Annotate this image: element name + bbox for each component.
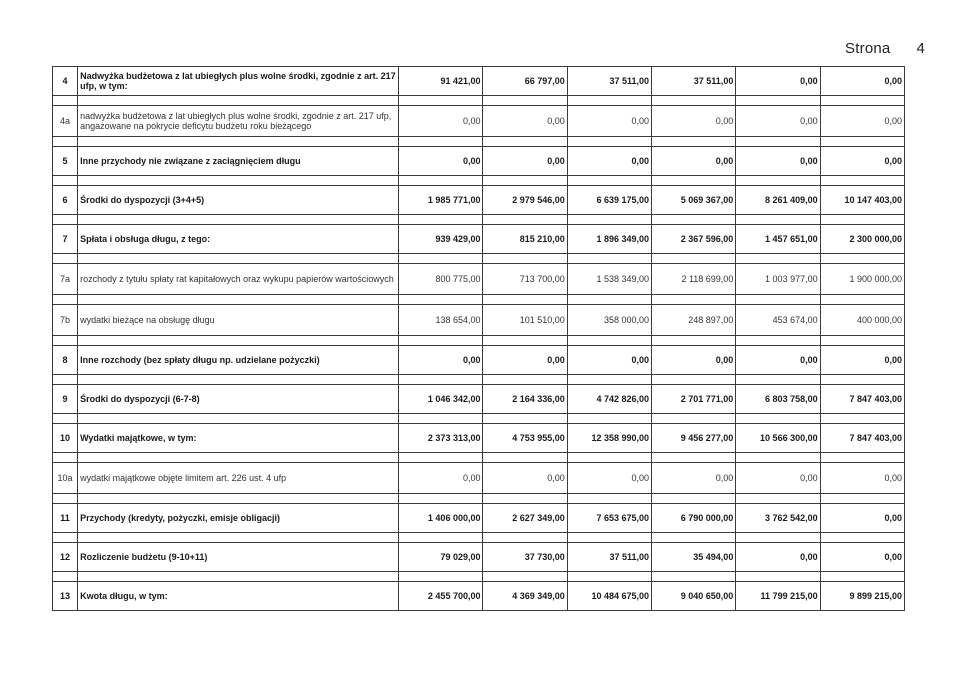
- value-cell: 1 003 977,00: [736, 264, 820, 295]
- spacer-cell: [820, 494, 904, 504]
- budget-table: [52, 66, 905, 611]
- budget-table-body: [53, 67, 905, 611]
- table-row: [53, 463, 905, 494]
- value-cell: 0,00: [820, 106, 904, 137]
- spacer-cell: [567, 96, 651, 106]
- value-cell: 2 979 546,00: [483, 186, 567, 215]
- value-cell: 800 775,00: [399, 264, 483, 295]
- spacer-cell: [399, 96, 483, 106]
- spacer-cell: [53, 453, 78, 463]
- row-label-cell: Kwota długu, w tym:: [78, 582, 399, 611]
- spacer-cell: [78, 453, 399, 463]
- spacer-cell: [567, 137, 651, 147]
- spacer-cell: [53, 137, 78, 147]
- spacer-cell: [652, 96, 736, 106]
- value-cell: 1 046 342,00: [399, 385, 483, 414]
- page-label: Strona: [845, 40, 891, 57]
- spacer-cell: [483, 215, 567, 225]
- row-spacer: [53, 137, 905, 147]
- value-cell: 0,00: [567, 346, 651, 375]
- spacer-cell: [483, 375, 567, 385]
- spacer-cell: [483, 176, 567, 186]
- spacer-cell: [78, 494, 399, 504]
- value-cell: 0,00: [399, 463, 483, 494]
- row-spacer: [53, 414, 905, 424]
- spacer-cell: [820, 295, 904, 305]
- spacer-cell: [483, 494, 567, 504]
- value-cell: 9 456 277,00: [652, 424, 736, 453]
- spacer-cell: [483, 96, 567, 106]
- value-cell: 939 429,00: [399, 225, 483, 254]
- value-cell: 1 538 349,00: [567, 264, 651, 295]
- spacer-cell: [567, 295, 651, 305]
- spacer-cell: [53, 494, 78, 504]
- row-label-cell: Wydatki majątkowe, w tym:: [78, 424, 399, 453]
- table-row: [53, 385, 905, 414]
- value-cell: 0,00: [736, 106, 820, 137]
- row-number-cell: 6: [53, 186, 78, 215]
- row-label-cell: Środki do dyspozycji (6-7-8): [78, 385, 399, 414]
- spacer-cell: [483, 414, 567, 424]
- value-cell: 9 899 215,00: [820, 582, 904, 611]
- value-cell: 8 261 409,00: [736, 186, 820, 215]
- table-row: [53, 225, 905, 254]
- row-spacer: [53, 375, 905, 385]
- value-cell: 0,00: [567, 463, 651, 494]
- value-cell: 1 406 000,00: [399, 504, 483, 533]
- row-label-cell: Przychody (kredyty, pożyczki, emisje obligacji): [78, 504, 399, 533]
- spacer-cell: [820, 453, 904, 463]
- value-cell: 0,00: [483, 147, 567, 176]
- value-cell: 0,00: [399, 147, 483, 176]
- spacer-cell: [399, 295, 483, 305]
- row-label-cell: Inne rozchody (bez spłaty długu np. udzielane pożyczki): [78, 346, 399, 375]
- spacer-cell: [652, 137, 736, 147]
- value-cell: 713 700,00: [483, 264, 567, 295]
- value-cell: 0,00: [652, 463, 736, 494]
- spacer-cell: [820, 414, 904, 424]
- value-cell: 358 000,00: [567, 305, 651, 336]
- spacer-cell: [78, 533, 399, 543]
- spacer-cell: [78, 295, 399, 305]
- spacer-cell: [399, 414, 483, 424]
- spacer-cell: [652, 453, 736, 463]
- spacer-cell: [652, 414, 736, 424]
- value-cell: 37 511,00: [652, 67, 736, 96]
- value-cell: 6 803 758,00: [736, 385, 820, 414]
- value-cell: 4 369 349,00: [483, 582, 567, 611]
- row-number-cell: 7a: [53, 264, 78, 295]
- spacer-cell: [736, 336, 820, 346]
- spacer-cell: [399, 375, 483, 385]
- row-label-cell: Środki do dyspozycji (3+4+5): [78, 186, 399, 215]
- value-cell: 0,00: [820, 463, 904, 494]
- spacer-cell: [567, 533, 651, 543]
- row-spacer: [53, 533, 905, 543]
- spacer-cell: [736, 572, 820, 582]
- spacer-cell: [483, 295, 567, 305]
- value-cell: 0,00: [483, 463, 567, 494]
- row-number-cell: 7b: [53, 305, 78, 336]
- value-cell: 0,00: [820, 543, 904, 572]
- spacer-cell: [652, 572, 736, 582]
- spacer-cell: [399, 336, 483, 346]
- spacer-cell: [53, 336, 78, 346]
- page-header: [845, 40, 925, 57]
- table-row: [53, 264, 905, 295]
- value-cell: 4 742 826,00: [567, 385, 651, 414]
- value-cell: 10 484 675,00: [567, 582, 651, 611]
- spacer-cell: [652, 295, 736, 305]
- spacer-cell: [78, 336, 399, 346]
- value-cell: 0,00: [652, 147, 736, 176]
- value-cell: 248 897,00: [652, 305, 736, 336]
- value-cell: 79 029,00: [399, 543, 483, 572]
- spacer-cell: [53, 254, 78, 264]
- spacer-cell: [652, 176, 736, 186]
- spacer-cell: [652, 494, 736, 504]
- value-cell: 2 367 596,00: [652, 225, 736, 254]
- spacer-cell: [483, 533, 567, 543]
- value-cell: 2 164 336,00: [483, 385, 567, 414]
- table-row: [53, 543, 905, 572]
- value-cell: 37 511,00: [567, 67, 651, 96]
- value-cell: 0,00: [652, 106, 736, 137]
- spacer-cell: [820, 533, 904, 543]
- row-number-cell: 12: [53, 543, 78, 572]
- value-cell: 453 674,00: [736, 305, 820, 336]
- spacer-cell: [652, 375, 736, 385]
- row-spacer: [53, 254, 905, 264]
- spacer-cell: [78, 414, 399, 424]
- spacer-cell: [399, 533, 483, 543]
- spacer-cell: [53, 572, 78, 582]
- spacer-cell: [483, 254, 567, 264]
- spacer-cell: [652, 336, 736, 346]
- spacer-cell: [78, 215, 399, 225]
- spacer-cell: [399, 254, 483, 264]
- value-cell: 0,00: [483, 346, 567, 375]
- table-row: [53, 504, 905, 533]
- value-cell: 2 118 699,00: [652, 264, 736, 295]
- spacer-cell: [567, 494, 651, 504]
- spacer-cell: [567, 336, 651, 346]
- spacer-cell: [567, 176, 651, 186]
- spacer-cell: [820, 254, 904, 264]
- spacer-cell: [820, 176, 904, 186]
- spacer-cell: [53, 96, 78, 106]
- row-spacer: [53, 494, 905, 504]
- value-cell: 4 753 955,00: [483, 424, 567, 453]
- spacer-cell: [736, 494, 820, 504]
- row-spacer: [53, 215, 905, 225]
- value-cell: 400 000,00: [820, 305, 904, 336]
- value-cell: 3 762 542,00: [736, 504, 820, 533]
- spacer-cell: [567, 215, 651, 225]
- row-number-cell: 9: [53, 385, 78, 414]
- value-cell: 7 847 403,00: [820, 385, 904, 414]
- spacer-cell: [78, 96, 399, 106]
- value-cell: 12 358 990,00: [567, 424, 651, 453]
- spacer-cell: [399, 494, 483, 504]
- row-spacer: [53, 176, 905, 186]
- spacer-cell: [483, 336, 567, 346]
- spacer-cell: [820, 137, 904, 147]
- row-spacer: [53, 336, 905, 346]
- table-row: [53, 582, 905, 611]
- value-cell: 2 701 771,00: [652, 385, 736, 414]
- table-row: [53, 305, 905, 336]
- row-number-cell: 10a: [53, 463, 78, 494]
- value-cell: 9 040 650,00: [652, 582, 736, 611]
- spacer-cell: [483, 572, 567, 582]
- row-number-cell: 4: [53, 67, 78, 96]
- spacer-cell: [78, 176, 399, 186]
- value-cell: 0,00: [483, 106, 567, 137]
- value-cell: 1 985 771,00: [399, 186, 483, 215]
- row-spacer: [53, 453, 905, 463]
- spacer-cell: [820, 336, 904, 346]
- spacer-cell: [399, 176, 483, 186]
- value-cell: 0,00: [736, 463, 820, 494]
- spacer-cell: [736, 533, 820, 543]
- value-cell: 6 790 000,00: [652, 504, 736, 533]
- row-spacer: [53, 572, 905, 582]
- spacer-cell: [820, 96, 904, 106]
- table-row: [53, 147, 905, 176]
- value-cell: 35 494,00: [652, 543, 736, 572]
- row-spacer: [53, 295, 905, 305]
- spacer-cell: [820, 375, 904, 385]
- spacer-cell: [53, 533, 78, 543]
- spacer-cell: [53, 176, 78, 186]
- spacer-cell: [567, 572, 651, 582]
- value-cell: 0,00: [736, 67, 820, 96]
- row-label-cell: Rozliczenie budżetu (9-10+11): [78, 543, 399, 572]
- table-row: [53, 424, 905, 453]
- spacer-cell: [736, 453, 820, 463]
- row-spacer: [53, 96, 905, 106]
- value-cell: 0,00: [652, 346, 736, 375]
- value-cell: 7 847 403,00: [820, 424, 904, 453]
- spacer-cell: [567, 453, 651, 463]
- row-number-cell: 10: [53, 424, 78, 453]
- value-cell: 0,00: [820, 504, 904, 533]
- value-cell: 0,00: [736, 147, 820, 176]
- table-row: [53, 106, 905, 137]
- row-label-cell: Nadwyżka budżetowa z lat ubiegłych plus wolne środki, zgodnie z art. 217 ufp, w tym:: [78, 67, 399, 96]
- value-cell: 2 300 000,00: [820, 225, 904, 254]
- value-cell: 0,00: [736, 346, 820, 375]
- row-label-cell: Inne przychody nie związane z zaciągnięciem długu: [78, 147, 399, 176]
- value-cell: 0,00: [736, 543, 820, 572]
- spacer-cell: [483, 137, 567, 147]
- row-number-cell: 13: [53, 582, 78, 611]
- spacer-cell: [399, 137, 483, 147]
- table-row: [53, 186, 905, 215]
- value-cell: 0,00: [399, 346, 483, 375]
- spacer-cell: [820, 215, 904, 225]
- spacer-cell: [820, 572, 904, 582]
- row-number-cell: 11: [53, 504, 78, 533]
- row-number-cell: 8: [53, 346, 78, 375]
- spacer-cell: [736, 96, 820, 106]
- value-cell: 37 511,00: [567, 543, 651, 572]
- value-cell: 7 653 675,00: [567, 504, 651, 533]
- spacer-cell: [78, 254, 399, 264]
- row-number-cell: 7: [53, 225, 78, 254]
- value-cell: 0,00: [567, 106, 651, 137]
- row-label-cell: rozchody z tytułu spłaty rat kapitałowych oraz wykupu papierów wartościowych: [78, 264, 399, 295]
- row-label-cell: wydatki majątkowe objęte limitem art. 226 ust. 4 ufp: [78, 463, 399, 494]
- spacer-cell: [736, 414, 820, 424]
- spacer-cell: [736, 295, 820, 305]
- value-cell: 2 627 349,00: [483, 504, 567, 533]
- spacer-cell: [483, 453, 567, 463]
- value-cell: 0,00: [820, 346, 904, 375]
- spacer-cell: [736, 215, 820, 225]
- value-cell: 10 147 403,00: [820, 186, 904, 215]
- table-row: [53, 346, 905, 375]
- spacer-cell: [736, 176, 820, 186]
- spacer-cell: [736, 137, 820, 147]
- spacer-cell: [78, 572, 399, 582]
- spacer-cell: [399, 453, 483, 463]
- spacer-cell: [652, 215, 736, 225]
- table-row: [53, 67, 905, 96]
- spacer-cell: [53, 414, 78, 424]
- spacer-cell: [736, 254, 820, 264]
- value-cell: 0,00: [820, 67, 904, 96]
- value-cell: 37 730,00: [483, 543, 567, 572]
- value-cell: 11 799 215,00: [736, 582, 820, 611]
- value-cell: 2 455 700,00: [399, 582, 483, 611]
- spacer-cell: [567, 375, 651, 385]
- value-cell: 101 510,00: [483, 305, 567, 336]
- row-number-cell: 5: [53, 147, 78, 176]
- spacer-cell: [736, 375, 820, 385]
- value-cell: 2 373 313,00: [399, 424, 483, 453]
- page-number: 4: [916, 40, 925, 57]
- spacer-cell: [652, 533, 736, 543]
- row-label-cell: nadwyżka budżetowa z lat ubiegłych plus wolne środki, zgodnie z art. 217 ufp, angażowane na pokrycie deficytu budżetu roku bieżącego: [78, 106, 399, 137]
- value-cell: 0,00: [567, 147, 651, 176]
- spacer-cell: [53, 295, 78, 305]
- value-cell: 1 896 349,00: [567, 225, 651, 254]
- spacer-cell: [53, 375, 78, 385]
- value-cell: 6 639 175,00: [567, 186, 651, 215]
- value-cell: 138 654,00: [399, 305, 483, 336]
- value-cell: 10 566 300,00: [736, 424, 820, 453]
- value-cell: 1 900 000,00: [820, 264, 904, 295]
- spacer-cell: [399, 215, 483, 225]
- value-cell: 0,00: [399, 106, 483, 137]
- row-label-cell: wydatki bieżące na obsługę długu: [78, 305, 399, 336]
- spacer-cell: [53, 215, 78, 225]
- spacer-cell: [78, 137, 399, 147]
- spacer-cell: [652, 254, 736, 264]
- spacer-cell: [567, 414, 651, 424]
- row-label-cell: Spłata i obsługa długu, z tego:: [78, 225, 399, 254]
- spacer-cell: [78, 375, 399, 385]
- row-number-cell: 4a: [53, 106, 78, 137]
- value-cell: 0,00: [820, 147, 904, 176]
- spacer-cell: [567, 254, 651, 264]
- spacer-cell: [399, 572, 483, 582]
- value-cell: 5 069 367,00: [652, 186, 736, 215]
- value-cell: 66 797,00: [483, 67, 567, 96]
- value-cell: 815 210,00: [483, 225, 567, 254]
- value-cell: 1 457 651,00: [736, 225, 820, 254]
- value-cell: 91 421,00: [399, 67, 483, 96]
